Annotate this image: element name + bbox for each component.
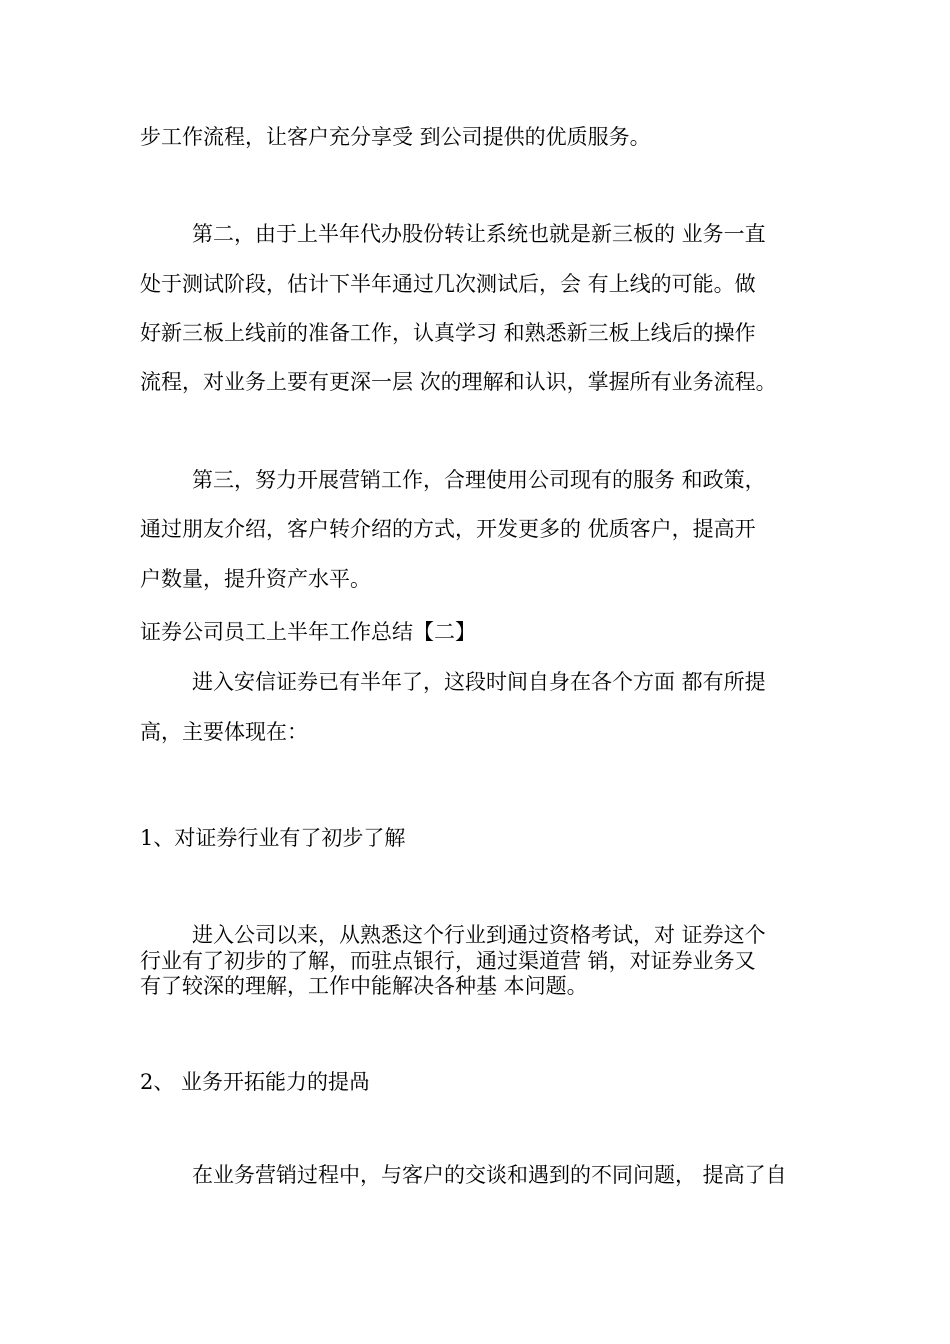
section-title: 证券公司员工上半年工作总结【二】: [140, 620, 476, 644]
paragraph-line: 第三，努力开展营销工作，合理使用公司现有的服务 和政策，: [192, 468, 766, 492]
paragraph-line: 第二，由于上半年代办股份转让系统也就是新三板的 业务一直: [192, 222, 766, 246]
subheading: 1、对证券行业有了初步了解: [140, 826, 406, 850]
paragraph-line: 户数量，提升资产水平。: [140, 567, 371, 591]
paragraph-line: 处于测试阶段，估计下半年通过几次测试后，会 有上线的可能。做: [140, 272, 756, 296]
paragraph-line: 好新三板上线前的准备工作，认真学习 和熟悉新三板上线后的操作: [140, 321, 756, 345]
subheading: 2、 业务开拓能力的提咼: [140, 1070, 371, 1094]
paragraph-line: 在业务营销过程中，与客户的交谈和遇到的不同问题， 提高了自: [192, 1163, 787, 1187]
paragraph-line: 通过朋友介绍，客户转介绍的方式，开发更多的 优质客户，提高开: [140, 517, 756, 541]
paragraph-line: 进入公司以来，从熟悉这个行业到通过资格考试，对 证券这个: [192, 923, 766, 947]
paragraph-line: 步工作流程，让客户充分享受 到公司提供的优质服务。: [140, 125, 651, 149]
paragraph-line: 高，主要体现在：: [140, 720, 308, 744]
paragraph-line: 有了较深的理解，工作中能解决各种基 本问题。: [140, 974, 588, 998]
paragraph-line: 行业有了初步的了解，而驻点银行，通过渠道营 销，对证券业务又: [140, 949, 756, 973]
paragraph-line: 流程，对业务上要有更深一层 次的理解和认识，掌握所有业务流程。: [140, 370, 777, 394]
paragraph-line: 进入安信证券已有半年了，这段时间自身在各个方面 都有所提: [192, 670, 766, 694]
